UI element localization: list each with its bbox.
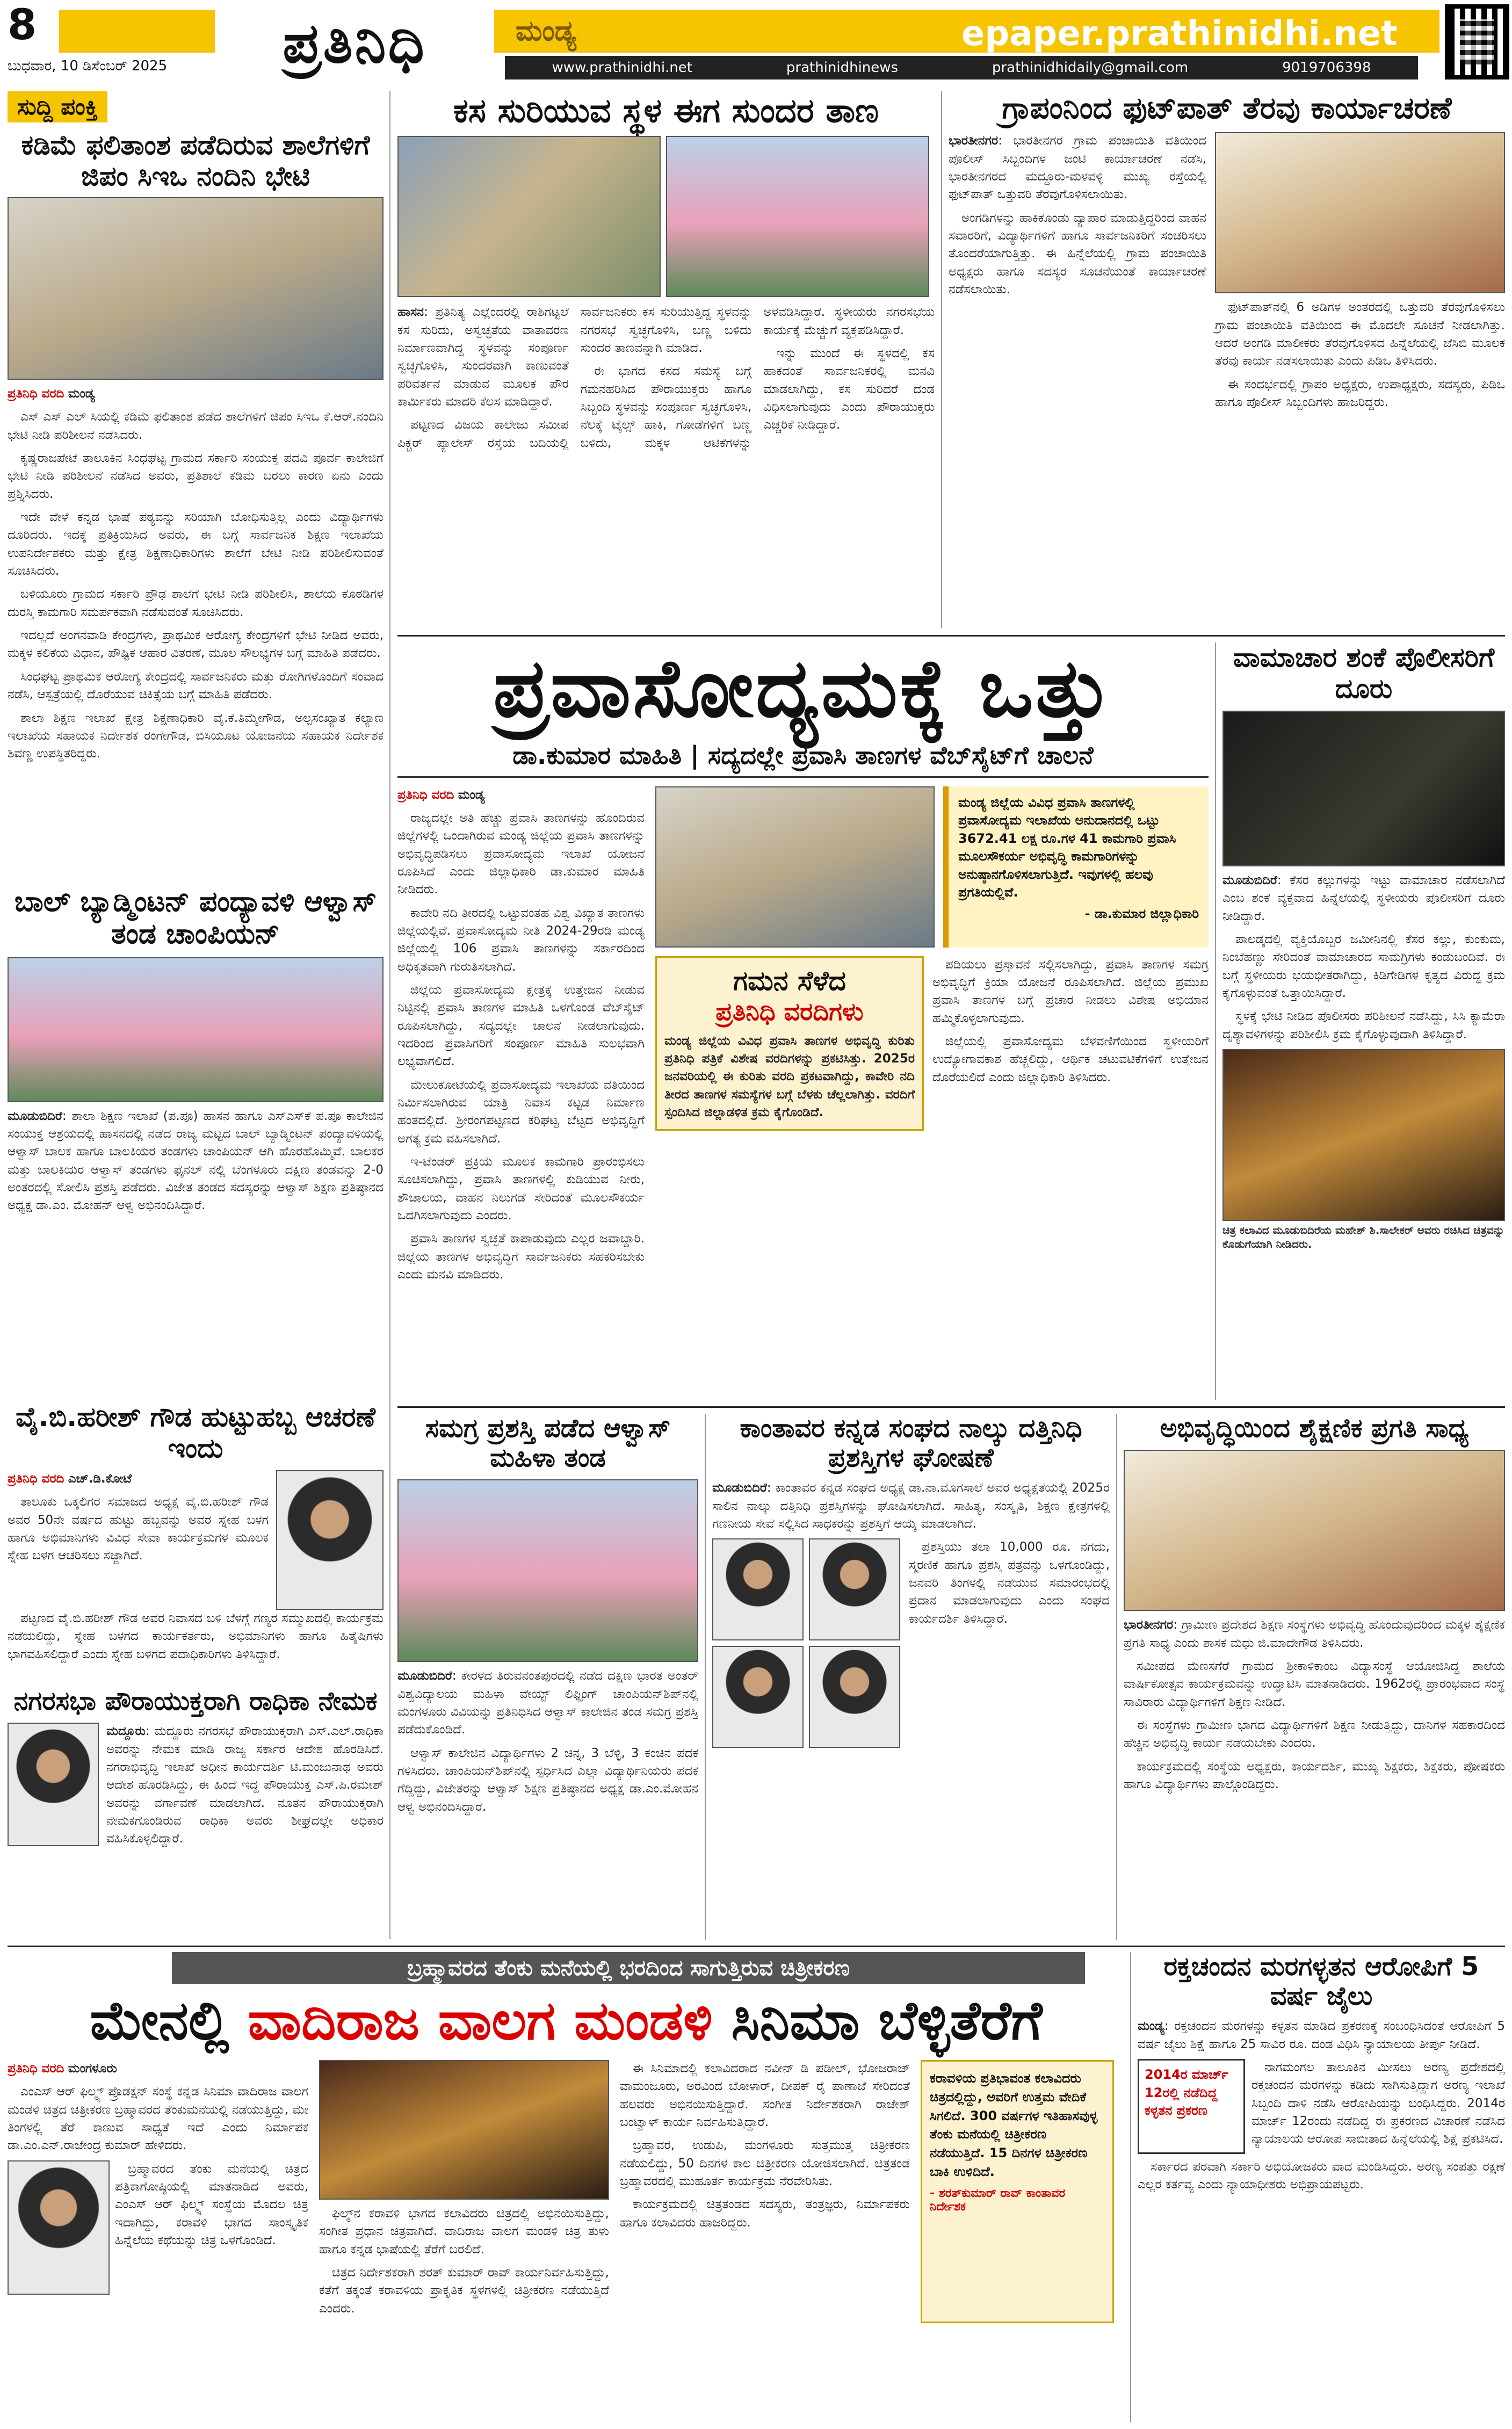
quote-attribution: - ಡಾ.ಕುಮಾರ ಜಿಲ್ಲಾಧಿಕಾರಿ [1084,906,1199,922]
dateline: ಮಂಡ್ಯ [68,387,95,401]
article-headline: ಬಾಲ್ ಬ್ಯಾಡ್ಮಿಂಟನ್ ಪಂದ್ಯಾವಳಿ ಆಳ್ವಾಸ್ ತಂಡ ಚಾಂಪಿಯನ್ [14,886,377,950]
article-sandalwood-theft: ರಕ್ತಚಂದನ ಮರಗಳ್ಳತನ ಆರೋಪಿಗೆ 5 ವರ್ಷ ಜೈಲು ಮಂಡ್ಯ: ರಕ್ತಚಂದನ ಮರಗಳನ್ನು ಕಳ್ಳತನ ಮಾಡಿದ ಪ್ರಕರಣಕ್ಕೆ ಸಂಬಂಧಿಸಿದಂತೆ ಆರೋಪಿಗೆ 5 ವರ್ಷ ಜೈಲು ಶಿಕ್ಷೆ ಹಾಗೂ 25 ಸಾವಿರ ರೂ. ದಂಡ ವಿಧಿಸಿ ನ್ಯಾಯಾಲಯ ತೀರ್ಪು ನೀಡಿದೆ. 2014ರ ಮಾರ್ಚ್ 12ರಲ್ಲಿ ನಡೆದಿದ್ದ ಕಳ್ಳತನ ಪ್ರಕರಣ ನಾಗಮಂಗಲ ತಾಲೂಕಿನ ಮೀಸಲು ಅರಣ್ಯ ಪ್ರದೇಶದಲ್ಲಿ ರಕ್ತಚಂದನ ಮರಗಳನ್ನು ಕಡಿದು ಸಾಗಿಸುತ್ತಿದ್ದಾಗ ಅರಣ್ಯ ಇಲಾಖೆ ಸಿಬ್ಬಂದಿ ದಾಳಿ ನಡೆಸಿ ಆರೋಪಿಯನ್ನು ಬಂಧಿಸಿದ್ದರು. 2014ರ ಮಾರ್ಚ್ 12ರಂದು ನಡೆದಿದ್ದ ಈ ಪ್ರಕರಣದ ವಿಚಾರಣೆ ನಡೆಸಿದ ನ್ಯಾಯಾಲಯ ಆರೋಪ ಸಾಬೀತಾದ ಹಿನ್ನೆಲೆಯಲ್ಲಿ ಶಿಕ್ಷೆ ಪ್ರಕಟಿಸಿದೆ. ಸರ್ಕಾರದ ಪರವಾಗಿ ಸರ್ಕಾರಿ ಅಭಿಯೋಜಕರು ವಾದ ಮಂಡಿಸಿದ್ದರು. ಅರಣ್ಯ ಸಂಪತ್ತು ರಕ್ಷಣೆ ಎಲ್ಲರ ಕರ್ತವ್ಯ ಎಂದು ನ್ಯಾಯಾಧೀಶರು ಅಭಿಪ್ರಾಯಪಟ್ಟರು. [1138,1952,1505,2423]
paragraph: ಬ್ರಹ್ಮಾವರ, ಉಡುಪಿ, ಮಂಗಳೂರು ಸುತ್ತಮುತ್ತ ಚಿತ್ರೀಕರಣ ನಡೆಯಲಿದ್ದು, 50 ದಿನಗಳ ಕಾಲ ಚಿತ್ರೀಕರಣ ಯೋಜಿಸಲಾಗಿದೆ. ಚಿತ್ರತಂಡ ಬ್ರಹ್ಮಾವರದಲ್ಲಿ ಮುಹೂರ್ತ ಕಾರ್ಯಕ್ರಮ ನೆರವೇರಿಸಿತು. [620,2138,910,2189]
article-headline: ಕಸ ಸುರಿಯುವ ಸ್ಥಳ ಈಗ ಸುಂದರ ತಾಣ [453,91,879,130]
event-photo [1124,1450,1505,1611]
byline: ಪ್ರತಿನಿಧಿ ವರದಿ [8,387,64,401]
paragraph: ಕೇರಳದ ತಿರುವನಂತಪುರದಲ್ಲಿ ನಡೆದ ದಕ್ಷಿಣ ಭಾರತ ಅಂತರ್ ವಿಶ್ವವಿದ್ಯಾಲಯ ಮಹಿಳಾ ವೇಯ್ಟ್ ಲಿಫ್ಟಿಂಗ್ ಚಾಂಪಿಯನ್‌ಶಿಪ್‌ನಲ್ಲಿ ಮಂಗಳೂರು ವಿವಿಯನ್ನು ಪ್ರತಿನಿಧಿಸಿದ ಆಳ್ವಾಸ್ ಕಾಲೇಜಿನ ತಂಡ ಸಮಗ್ರ ಪ್ರಶಸ್ತಿ ಪಡೆದುಕೊಂಡಿದೆ. [397,1669,698,1737]
dateline: ಮೂಡುಬಿದಿರೆ [712,1481,767,1495]
paragraph: ರಕ್ತಚಂದನ ಮರಗಳನ್ನು ಕಳ್ಳತನ ಮಾಡಿದ ಪ್ರಕರಣಕ್ಕೆ ಸಂಬಂಧಿಸಿದಂತೆ ಆರೋಪಿಗೆ 5 ವರ್ಷ ಜೈಲು ಶಿಕ್ಷೆ ಹಾಗೂ 25 ಸಾವಿರ ರೂ. ದಂಡ ವಿಧಿಸಿ ನ್ಯಾಯಾಲಯ ತೀರ್ಪು ನೀಡಿದೆ. [1138,2019,1505,2051]
headline-part: ಸಿನಿಮಾ ಬೆಳ್ಳಿತೆರೆಗೆ [731,1989,1043,2052]
notice-subtitle: ಪ್ರತಿನಿಧಿ ವರದಿಗಳು [715,996,864,1026]
before-photo [397,136,661,297]
portrait-photo [276,1470,384,1610]
headline-part: ಮೇನಲ್ಲಿ [90,1989,229,2052]
dateline: ಮಂಡ್ಯ [458,787,485,802]
paragraph: ಕೆಸರ ಕಲ್ಲುಗಳನ್ನು ಇಟ್ಟು ವಾಮಾಚಾರ ನಡೆಸಲಾಗಿದೆ ಎಂಬ ಶಂಕೆ ವ್ಯಕ್ತವಾದ ಹಿನ್ನೆಲೆಯಲ್ಲಿ ಸ್ಥಳೀಯರು ಪೊಲೀಸರಿಗೆ ದೂರು ನೀಡಿದ್ದಾರೆ. [1222,873,1505,923]
date-callout: 2014ರ ಮಾರ್ಚ್ 12ರಲ್ಲಿ ನಡೆದಿದ್ದ ಕಳ್ಳತನ ಪ್ರಕರಣ [1138,2059,1245,2154]
left-column [8,91,384,1939]
paragraph: ಈ ಸಂಸ್ಥೆಗಳು ಗ್ರಾಮೀಣ ಭಾಗದ ವಿದ್ಯಾರ್ಥಿಗಳಿಗೆ ಶಿಕ್ಷಣ ನೀಡುತ್ತಿದ್ದು, ದಾನಿಗಳ ಸಹಕಾರದಿಂದ ಹೆಚ್ಚಿನ ಅಭಿವೃದ್ಧಿ ಕಾರ್ಯ ನಡೆಯಬೇಕು ಎಂದರು. [1124,1718,1505,1751]
article-ball-badminton: ಬಾಲ್ ಬ್ಯಾಡ್ಮಿಂಟನ್ ಪಂದ್ಯಾವಳಿ ಆಳ್ವಾಸ್ ತಂಡ ಚಾಂಪಿಯನ್ ಮೂಡುಬಿದಿರೆ: ಶಾಲಾ ಶಿಕ್ಷಣ ಇಲಾಖೆ (ಪ.ಪೂ) ಹಾಸನ ಹಾಗೂ ಎಸ್‌ಎಸ್‌ಕೆ ಪ.ಪೂ ಕಾಲೇಜಿನ ಸಂಯುಕ್ತ ಆಶ್ರಯದಲ್ಲಿ ಹಾಸನದಲ್ಲಿ ನಡೆದ ರಾಜ್ಯ ಮಟ್ಟದ ಬಾಲ್ ಬ್ಯಾಡ್ಮಿಂಟನ್ ಪಂದ್ಯಾವಳಿಯಲ್ಲಿ ಆಳ್ವಾಸ್ ಬಾಲಕ ಹಾಗೂ ಬಾಲಕಿಯರ ತಂಡಗಳು ಚಾಂಪಿಯನ್ ಆಗಿ ಹೊರಹೊಮ್ಮಿವೆ. ಬಾಲಕರ ಮತ್ತು ಬಾಲಕಿಯರ ಆಳ್ವಾಸ್ ತಂಡಗಳು ಫೈನಲ್ ನಲ್ಲಿ ಬೆಂಗಳೂರು ದಕ್ಷಿಣ ತಂಡವನ್ನು 2-0 ಅಂತರದಲ್ಲಿ ಸೋಲಿಸಿ ಪ್ರಶಸ್ತಿ ಪಡೆದರು. ವಿಜೇತ ತಂಡದ ಸದಸ್ಯರನ್ನು ಆಳ್ವಾಸ್ ಶಿಕ್ಷಣ ಪ್ರತಿಷ್ಠಾನದ ಅಧ್ಯಕ್ಷ ಡಾ.ಎಂ. ಮೋಹನ್ ಆಳ್ವ ಅಭಿನಂದಿಸಿದ್ದಾರೆ. [8,886,384,1213]
column-divider [705,1414,706,1940]
paragraph: ಇದಲ್ಲದೆ ಅಂಗನವಾಡಿ ಕೇಂದ್ರಗಳು, ಪ್ರಾಥಮಿಕ ಆರೋಗ್ಯ ಕೇಂದ್ರಗಳಿಗೆ ಭೇಟಿ ನೀಡಿದ ಅವರು, ಮಕ್ಕಳ ಕಲಿಕೆಯ ವಿಧಾನ, ಪೌಷ್ಟಿಕ ಆಹಾರ ವಿತರಣೆ, ಮೂಲ ಸೌಲಭ್ಯಗಳ ಬಗ್ಗೆ ಮಾಹಿತಿ ಪಡೆದರು. [8,628,384,661]
paragraph: ಗ್ರಾಮೀಣ ಪ್ರದೇಶದ ಶಿಕ್ಷಣ ಸಂಸ್ಥೆಗಳು ಅಭಿವೃದ್ಧಿ ಹೊಂದುವುದರಿಂದ ಮಕ್ಕಳ ಶೈಕ್ಷಣಿಕ ಪ್ರಗತಿ ಸಾಧ್ಯ ಎಂದು ಶಾಸಕ ಮಧು ಜಿ.ಮಾದೇಗೌಡ ತಿಳಿಸಿದರು. [1124,1618,1505,1650]
article-headline: ಗ್ರಾಪಂನಿಂದ ಫುಟ್‌ಪಾತ್ ತೆರವು ಕಾರ್ಯಾಚರಣೆ [1002,91,1452,126]
paragraph: ಮೇಲುಕೋಟೆಯಲ್ಲಿ ಪ್ರವಾಸೋದ್ಯಮ ಇಲಾಖೆಯ ವತಿಯಿಂದ ನಿರ್ಮಿಸಲಾಗಿರುವ ಯಾತ್ರಿ ನಿವಾಸ ಕಟ್ಟಡ ನಿರ್ಮಾಣ ಹಂತದಲ್ಲಿದೆ. ಶ್ರೀರಂಗಪಟ್ಟಣದ ಕರಿಘಟ್ಟ ಬೆಟ್ಟದ ಅಭಿವೃದ್ಧಿಗೆ ಅಗತ್ಯ ಕ್ರಮ ವಹಿಸಲಾಗಿದೆ. [397,1078,645,1146]
dateline: ಮದ್ದೂರು [106,1724,146,1739]
paragraph: ಪಟ್ಟಣದ ವೈ.ಬಿ.ಹರೀಶ್ ಗೌಡ ಅವರ ನಿವಾಸದ ಬಳಿ ಬೆಳಗ್ಗೆ ಗಣ್ಯರ ಸಮ್ಮುಖದಲ್ಲಿ ಕಾರ್ಯಕ್ರಮ ನಡೆಯಲಿದ್ದು, ಸ್ನೇಹ ಬಳಗದ ಕಾರ್ಯಕರ್ತರು, ಅಭಿಮಾನಿಗಳು ಹಾಗೂ ಹಿತೈಷಿಗಳು ಭಾಗವಹಿಸಲಿದ್ದಾರೆ ಎಂದು ಸ್ನೇಹ ಬಳಗದ ಪದಾಧಿಕಾರಿಗಳು ತಿಳಿಸಿದ್ದಾರೆ. [8,1611,384,1661]
paragraph: ಮದ್ದೂರು ನಗರಸಭೆ ಪೌರಾಯುಕ್ತರಾಗಿ ಎಸ್.ಎಲ್.ರಾಧಿಕಾ ಅವರನ್ನು ನೇಮಕ ಮಾಡಿ ರಾಜ್ಯ ಸರ್ಕಾರ ಆದೇಶ ಹೊರಡಿಸಿದೆ. ನಗರಾಭಿವೃದ್ಧಿ ಇಲಾಖೆ ಅಧೀನ ಕಾರ್ಯದರ್ಶಿ ಟಿ.ಮಂಜುನಾಥ ಅವರು ಆದೇಶ ಹೊರಡಿಸಿದ್ದು, ಈ ಹಿಂದೆ ಇದ್ದ ಪೌರಾಯುಕ್ತ ಎಸ್.ಪಿ.ರಮೇಶ್ ಅವರನ್ನು ವರ್ಗಾವಣೆ ಮಾಡಲಾಗಿದೆ. ನೂತನ ಪೌರಾಯುಕ್ತರಾಗಿ ನೇಮಕಗೊಂಡಿರುವ ರಾಧಿಕಾ ಅವರು ಶೀಘ್ರದಲ್ಲೇ ಅಧಿಕಾರ ವಹಿಸಿಕೊಳ್ಳಲಿದ್ದಾರೆ. [106,1724,384,1846]
quote-attribution: - ಶರತ್‌ಕುಮಾರ್ ರಾವ್ ಕಾಂತಾವರ ನಿರ್ದೇಶಕ [930,2186,1066,2214]
paragraph: ಪಾಲಡ್ಕದಲ್ಲಿ ವ್ಯಕ್ತಿಯೊಬ್ಬರ ಜಮೀನಿನಲ್ಲಿ ಕೆಸರ ಕಲ್ಲು, ಕುಂಕುಮ, ನಿಂಬೆಹಣ್ಣು ಸೇರಿದಂತೆ ವಾಮಾಚಾರದ ಸಾಮಗ್ರಿಗಳು ಕಂಡುಬಂದಿವೆ. ಈ ಬಗ್ಗೆ ಸ್ಥಳೀಯರು ಭಯಭೀತರಾಗಿದ್ದು, ಕಿಡಿಗೇಡಿಗಳ ಕೃತ್ಯದ ವಿರುದ್ಧ ಕ್ರಮ ಕೈಗೊಳ್ಳುವಂತೆ ಒತ್ತಾಯಿಸಿದ್ದಾರೆ. [1222,932,1505,1001]
dateline: ಭಾರತೀನಗರ [1124,1618,1174,1632]
article-commissioner: ನಗರಸಭಾ ಪೌರಾಯುಕ್ತರಾಗಿ ರಾಧಿಕಾ ನೇಮಕ ಮದ್ದೂರು: ಮದ್ದೂರು ನಗರಸಭೆ ಪೌರಾಯುಕ್ತರಾಗಿ ಎಸ್.ಎಲ್.ರಾಧಿಕಾ ಅವರನ್ನು ನೇಮಕ ಮಾಡಿ ರಾಜ್ಯ ಸರ್ಕಾರ ಆದೇಶ ಹೊರಡಿಸಿದೆ. ನಗರಾಭಿವೃದ್ಧಿ ಇಲಾಖೆ ಅಧೀನ ಕಾರ್ಯದರ್ಶಿ ಟಿ.ಮಂಜುನಾಥ ಅವರು ಆದೇಶ ಹೊರಡಿಸಿದ್ದು, ಈ ಹಿಂದೆ ಇದ್ದ ಪೌರಾಯುಕ್ತ ಎಸ್.ಪಿ.ರಮೇಶ್ ಅವರನ್ನು ವರ್ಗಾವಣೆ ಮಾಡಲಾಗಿದೆ. ನೂತನ ಪೌರಾಯುಕ್ತರಾಗಿ ನೇಮಕಗೊಂಡಿರುವ ರಾಧಿಕಾ ಅವರು ಶೀಘ್ರದಲ್ಲೇ ಅಧಿಕಾರ ವಹಿಸಿಕೊಳ್ಳಲಿದ್ದಾರೆ. [8,1687,384,1854]
section-rule [397,1406,1505,1408]
column-divider [941,91,942,628]
meeting-photo [655,786,935,948]
awardee-photo [712,1646,804,1748]
dateline: ಮೂಡುಬಿದಿರೆ [1222,873,1277,887]
paragraph: ಕೃಷ್ಣರಾಜಪೇಟೆ ತಾಲೂಕಿನ ಸಿಂಧಘಟ್ಟ ಗ್ರಾಮದ ಸರ್ಕಾರಿ ಸಂಯುಕ್ತ ಪದವಿ ಪೂರ್ವ ಕಾಲೇಜಿಗೆ ಭೇಟಿ ನೀಡಿ ಪರಿಶೀಲನೆ ನಡೆಸಿದ ಅವರು, ಪ್ರತಿಶಾಲೆ ಕಡಿಮೆ ಬರಲು ಕಾರಣ ಏನು ಎಂದು ಪ್ರಶ್ನಿಸಿದರು. [8,451,384,501]
lead-subhead: ಡಾ.ಕುಮಾರ ಮಾಹಿತಿ | ಸದ್ಯದಲ್ಲೇ ಪ್ರವಾಸಿ ತಾಣಗಳ ವೆಬ್‌ಸೈಟ್‌ಗೆ ಚಾಲನೆ [397,741,1209,778]
paragraph: ಎಸ್ ಎಸ್ ಎಲ್ ಸಿಯಲ್ಲಿ ಕಡಿಮೆ ಫಲಿತಾಂಶ ಪಡೆದ ಶಾಲೆಗಳಿಗೆ ಜಿಪಂ ಸಿಇಒ ಕೆ.ಆರ್.ನಂದಿನಿ ಭೇಟಿ ನೀಡಿ ಪರಿಶೀಲನೆ ನಡೆಸಿದರು. [8,410,384,442]
paragraph: ಭಾರತೀನಗರ ಗ್ರಾಮ ಪಂಚಾಯಿತಿ ವತಿಯಿಂದ ಪೊಲೀಸ್ ಸಿಬ್ಬಂದಿಗಳ ಜಂಟಿ ಕಾರ್ಯಾಚರಣೆ ನಡೆಸಿ, ಭಾರತೀನಗರದ ಮದ್ದೂರು-ಮಳವಳ್ಳಿ ಮುಖ್ಯ ರಸ್ತೆಯಲ್ಲಿ ಫುಟ್‌ಪಾತ್ ಒತ್ತುವರಿ ತೆರವುಗೊಳಿಸಲಾಯಿತು. [949,134,1207,202]
cinema-headline [8,1990,1125,2051]
email-link[interactable]: prathinidhidaily@gmail.com [992,60,1189,76]
paragraph: ಪಟ್ಟಣದ ವಿಜಯ ಕಾಲೇಜು ಸಮೀಪ ಪಿಕ್ಚರ್ ಪ್ಯಾಲೇಸ್ ರಸ್ತೆಯ ಬದಿಯಲ್ಲಿ ಸಾರ್ವಜನಿಕರು ಕಸ ಸುರಿಯುತ್ತಿದ್ದ ಸ್ಥಳವನ್ನು ನಗರಸಭೆ ಸ್ವಚ್ಛಗೊಳಿಸಿ, ಬಣ್ಣ ಬಳಿದು ಸುಂದರ ತಾಣವನ್ನಾಗಿ ಮಾಡಿದೆ. [397,305,752,450]
qr-code-icon[interactable] [1445,4,1509,79]
notice-text: ಮಂಡ್ಯ ಜಿಲ್ಲೆಯ ವಿವಿಧ ಪ್ರವಾಸಿ ತಾಣಗಳ ಅಭಿವೃದ್ಧಿ ಕುರಿತು ಪ್ರತಿನಿಧಿ ಪತ್ರಿಕೆ ವಿಶೇಷ ವರದಿಗಳನ್ನು ಪ್ರಕಟಿಸಿತ್ತು. 2025ರ ಜನವರಿಯಲ್ಲಿ ಈ ಕುರಿತು ವರದಿ ಪ್ರಕಟವಾಗಿದ್ದು, ಕಾವೇರಿ ನದಿ ತೀರದ ತಾಣಗಳ ಸಮಸ್ಯೆಗಳ ಬಗ್ಗೆ ಬೆಳಕು ಚೆಲ್ಲಲಾಗಿತ್ತು. ವರದಿಗೆ ಸ್ಪಂದಿಸಿದ ಜಿಲ್ಲಾಡಳಿತ ಕ್ರಮ ಕೈಗೊಂಡಿದೆ. [664,1033,915,1119]
lead-article-tourism [397,642,1209,1400]
paragraph: ಈ ಸಿನಿಮಾದಲ್ಲಿ ಕಲಾವಿದರಾದ ನವೀನ್ ಡಿ ಪಡೀಲ್, ಭೋಜರಾಜ್ ವಾಮಂಜೂರು, ಅರವಿಂದ ಬೋಳಾರ್, ದೀಪಕ್ ರೈ ಪಾಣಾಜೆ ಸೇರಿದಂತೆ ಹಲವರು ಅಭಿನಯಿಸುತ್ತಿದ್ದಾರೆ. ಸಂಗೀತ ನಿರ್ದೇಶಕರಾಗಿ ರಾಜೇಶ್ ಬಂಟ್ವಾಳ್ ಕಾರ್ಯ ನಿರ್ವಹಿಸುತ್ತಿದ್ದಾರೆ. [620,2062,910,2130]
paragraph: ಶಾಲಾ ಶಿಕ್ಷಣ ಇಲಾಖೆ (ಪ.ಪೂ) ಹಾಸನ ಹಾಗೂ ಎಸ್‌ಎಸ್‌ಕೆ ಪ.ಪೂ ಕಾಲೇಜಿನ ಸಂಯುಕ್ತ ಆಶ್ರಯದಲ್ಲಿ ಹಾಸನದಲ್ಲಿ ನಡೆದ ರಾಜ್ಯ ಮಟ್ಟದ ಬಾಲ್ ಬ್ಯಾಡ್ಮಿಂಟನ್ ಪಂದ್ಯಾವಳಿಯಲ್ಲಿ ಆಳ್ವಾಸ್ ಬಾಲಕ ಹಾಗೂ ಬಾಲಕಿಯರ ತಂಡಗಳು ಚಾಂಪಿಯನ್ ಆಗಿ ಹೊರಹೊಮ್ಮಿವೆ. ಬಾಲಕರ ಮತ್ತು ಬಾಲಕಿಯರ ಆಳ್ವಾಸ್ ತಂಡಗಳು ಫೈನಲ್ ನಲ್ಲಿ ಬೆಂಗಳೂರು ದಕ್ಷಿಣ ತಂಡವನ್ನು 2-0 ಅಂತರದಲ್ಲಿ ಸೋಲಿಸಿ ಪ್ರಶಸ್ತಿ ಪಡೆದರು. ವಿಜೇತ ತಂಡದ ಸದಸ್ಯರನ್ನು ಆಳ್ವಾಸ್ ಶಿಕ್ಷಣ ಪ್ರತಿಷ್ಠಾನದ ಅಧ್ಯಕ್ಷ ಡಾ.ಎಂ. ಮೋಹನ್ ಆಳ್ವ ಅಭಿನಂದಿಸಿದ್ದಾರೆ. [8,1109,384,1213]
epaper-link[interactable]: epaper.prathinidhi.net [961,14,1398,54]
paragraph: ಸಿಂಧಘಟ್ಟ ಪ್ರಾಥಮಿಕ ಆರೋಗ್ಯ ಕೇಂದ್ರದಲ್ಲಿ ಸಾರ್ವಜನಿಕರು ಮತ್ತು ರೋಗಿಗಳೊಂದಿಗೆ ಸಂವಾದ ನಡೆಸಿ, ಆಸ್ಪತ್ರೆಯಲ್ಲಿ ದೊರೆಯುವ ಚಿಕಿತ್ಸೆಯ ಬಗ್ಗೆ ಮಾಹಿತಿ ಪಡೆದರು. [8,669,384,702]
section-rule [8,1946,1505,1947]
byline: ಪ್ರತಿನಿಧಿ ವರದಿ [8,1472,64,1486]
paragraph: ಇನ್ನು ಮುಂದೆ ಈ ಸ್ಥಳದಲ್ಲಿ ಕಸ ಹಾಕದಂತೆ ಸಾರ್ವಜನಿಕರಲ್ಲಿ ಮನವಿ ಮಾಡಲಾಗಿದ್ದು, ಕಸ ಸುರಿದರೆ ದಂಡ ವಿಧಿಸಲಾಗುವುದು ಎಂದು ಪೌರಾಯುಕ್ತರು ಎಚ್ಚರಿಕೆ ನೀಡಿದ್ದಾರೆ. [763,346,935,432]
dateline: ಹಾಸನ [397,305,424,320]
paragraph: ಈ ಭಾಗದ ಕಸದ ಸಮಸ್ಯೆ ಬಗ್ಗೆ ಗಮನಹರಿಸಿದ ಪೌರಾಯುಕ್ತರು ಹಾಗೂ ಸಿಬ್ಬಂದಿ ಸ್ಥಳವನ್ನು ಸಂಪೂರ್ಣ ಸ್ವಚ್ಛಗೊಳಿಸಿ, ನೆಲಕ್ಕೆ ಟೈಲ್ಸ್ ಹಾಕಿ, ಗೋಡೆಗಳಿಗೆ ಬಣ್ಣ ಬಳಿದು, ಮಕ್ಕಳ ಆಟಿಕೆಗಳನ್ನು ಅಳವಡಿಸಿದ್ದಾರೆ. ಸ್ಥಳೀಯರು ನಗರಸಭೆಯ ಕಾರ್ಯಕ್ಕೆ ಮೆಚ್ಚುಗೆ ವ್ಯಕ್ತಪಡಿಸಿದ್ದಾರೆ. [580,305,935,450]
notice-title: ಗಮನ ಸೆಳೆದ [733,965,846,996]
article-headline: ಅಭಿವೃದ್ಧಿಯಿಂದ ಶೈಕ್ಷಣಿಕ ಪ್ರಗತಿ ಸಾಧ್ಯ [1160,1414,1469,1443]
paragraph: ಪಡಿಯಲು ಪ್ರಸ್ತಾವನೆ ಸಲ್ಲಿಸಲಾಗಿದ್ದು, ಪ್ರವಾಸಿ ತಾಣಗಳ ಸಮಗ್ರ ಅಭಿವೃದ್ಧಿಗೆ ಕ್ರಿಯಾ ಯೋಜನೆ ರೂಪಿಸಲಾಗಿದೆ. ಜಿಲ್ಲೆಯ ಪ್ರಮುಖ ಪ್ರವಾಸಿ ತಾಣಗಳ ಬಗ್ಗೆ ಪ್ರಚಾರ ನೀಡಲು ವಿಶೇಷ ಅಭಿಯಾನ ಹಮ್ಮಿಕೊಳ್ಳಲಾಗುವುದು. [932,957,1209,1025]
article-kantavara-awards: ಕಾಂತಾವರ ಕನ್ನಡ ಸಂಘದ ನಾಲ್ಕು ದತ್ತಿನಿಧಿ ಪ್ರಶಸ್ತಿಗಳ ಘೋಷಣೆ ಮೂಡುಬಿದಿರೆ: ಕಾಂತಾವರ ಕನ್ನಡ ಸಂಘದ ಅಧ್ಯಕ್ಷ ಡಾ.ನಾ.ಮೊಗಸಾಲೆ ಅವರ ಅಧ್ಯಕ್ಷತೆಯಲ್ಲಿ 2025ರ ಸಾಲಿನ ನಾಲ್ಕು ದತ್ತಿನಿಧಿ ಪ್ರಶಸ್ತಿಗಳನ್ನು ಘೋಷಿಸಲಾಗಿದೆ. ಸಾಹಿತ್ಯ, ಸಂಸ್ಕೃತಿ, ಶಿಕ್ಷಣ ಕ್ಷೇತ್ರಗಳಲ್ಲಿ ಗಣನೀಯ ಸೇವೆ ಸಲ್ಲಿಸಿದ ಸಾಧಕರನ್ನು ಪ್ರಶಸ್ತಿಗೆ ಆಯ್ಕೆ ಮಾಡಲಾಗಿದೆ. ಪ್ರಶಸ್ತಿಯು ತಲಾ 10,000 ರೂ. ನಗದು, ಸ್ಮರಣಿಕೆ ಹಾಗೂ ಪ್ರಶಸ್ತಿ ಪತ್ರವನ್ನು ಒಳಗೊಂಡಿದ್ದು, ಜನವರಿ ತಿಂಗಳಲ್ಲಿ ನಡೆಯುವ ಸಮಾರಂಭದಲ್ಲಿ ಪ್ರದಾನ ಮಾಡಲಾಗುವುದು ಎಂದು ಸಂಘದ ಕಾರ್ಯದರ್ಶಿ ತಿಳಿಸಿದ್ದಾರೆ. [712,1414,1110,1940]
section-rule [397,635,1505,637]
quote-text: ಮಂಡ್ಯ ಜಿಲ್ಲೆಯ ವಿವಿಧ ಪ್ರವಾಸಿ ತಾಣಗಳಲ್ಲಿ ಪ್ರವಾಸೋದ್ಯಮ ಇಲಾಖೆಯ ಅನುದಾನದಲ್ಲಿ ಒಟ್ಟು 3672.41 ಲಕ್ಷ ರೂ.ಗಳ 41 ಕಾಮಗಾರಿ ಪ್ರವಾಸಿ ಮೂಲಸೌಕರ್ಯ ಅಭಿವೃದ್ಧಿ ಕಾಮಗಾರಿಗಳನ್ನು ಅನುಷ್ಠಾನಗೊಳಿಸಲಾಗುತ್ತಿದೆ. ಇವುಗಳಲ್ಲಿ ಹಲವು ಪ್ರಗತಿಯಲ್ಲಿವೆ. [958,794,1176,900]
awardee-photo [712,1538,804,1640]
contact-bar [505,56,1418,79]
notice-box [655,956,924,1131]
paragraph: ಬ್ರಹ್ಮಾವರದ ತೆಂಕು ಮನೆಯಲ್ಲಿ ಚಿತ್ರದ ಪತ್ರಿಕಾಗೋಷ್ಠಿಯಲ್ಲಿ ಮಾತನಾಡಿದ ಅವರು, ಎಂಎಸ್ ಆರ್ ಫಿಲ್ಮ್ಸ್ ಸಂಸ್ಥೆಯ ಮೊದಲ ಚಿತ್ರ ಇದಾಗಿದ್ದು, ಕರಾವಳಿ ಭಾಗದ ಸಾಂಸ್ಕೃತಿಕ ಹಿನ್ನೆಲೆಯ ಕಥೆಯನ್ನು ಚಿತ್ರ ಒಳಗೊಂಡಿದೆ. [115,2161,308,2248]
awardee-photo [809,1538,900,1640]
byline: ಪ್ರತಿನಿಧಿ ವರದಿ [8,2062,64,2076]
paragraph: ಕಾರ್ಯಕ್ರಮದಲ್ಲಿ ಸಂಸ್ಥೆಯ ಅಧ್ಯಕ್ಷರು, ಕಾರ್ಯದರ್ಶಿ, ಮುಖ್ಯ ಶಿಕ್ಷಕರು, ಶಿಕ್ಷಕರು, ಪೋಷಕರು ಹಾಗೂ ವಿದ್ಯಾರ್ಥಿಗಳು ಪಾಲ್ಗೊಂಡಿದ್ದರು. [1124,1759,1505,1791]
article-headline: ವೈ.ಬಿ.ಹರೀಶ್ ಗೌಡ ಹುಟ್ಟುಹಬ್ಬ ಆಚರಣೆ ಇಂದು [16,1401,375,1464]
paragraph: ಸ್ಥಳಕ್ಕೆ ಭೇಟಿ ನೀಡಿದ ಪೊಲೀಸರು ಪರಿಶೀಲನೆ ನಡೆಸಿದ್ದು, ಸಿಸಿ ಕ್ಯಾಮೆರಾ ದೃಶ್ಯಾವಳಿಗಳನ್ನು ಪರಿಶೀಲಿಸಿ ಕ್ರಮ ಕೈಗೊಳ್ಳುವುದಾಗಿ ತಿಳಿಸಿದ್ದಾರೆ. [1222,1009,1505,1042]
issue-date: ಬುಧವಾರ, 10 ಡಿಸೆಂಬರ್ 2025 [8,58,168,74]
website-link[interactable]: www.prathinidhi.net [552,60,692,76]
producer-photo [8,2160,110,2295]
article-headline: ಸಮಗ್ರ ಪ್ರಶಸ್ತಿ ಪಡೆದ ಆಳ್ವಾಸ್ ಮಹಿಳಾ ತಂಡ [425,1414,671,1473]
dateline: ಎಚ್.ಡಿ.ಕೋಟೆ [68,1472,132,1486]
lead-headline: ಪ್ರವಾಸೋದ್ಯಮಕ್ಕೆ ಒತ್ತು [493,642,1113,735]
byline: ಪ್ರತಿನಿಧಿ ವರದಿ [397,787,454,802]
classroom-photo [8,197,384,380]
article-black-magic: ವಾಮಾಚಾರ ಶಂಕೆ ಪೊಲೀಸರಿಗೆ ದೂರು ಮೂಡುಬಿದಿರೆ: ಕೆಸರ ಕಲ್ಲುಗಳನ್ನು ಇಟ್ಟು ವಾಮಾಚಾರ ನಡೆಸಲಾಗಿದೆ ಎಂಬ ಶಂಕೆ ವ್ಯಕ್ತವಾದ ಹಿನ್ನೆಲೆಯಲ್ಲಿ ಸ್ಥಳೀಯರು ಪೊಲೀಸರಿಗೆ ದೂರು ನೀಡಿದ್ದಾರೆ. ಪಾಲಡ್ಕದಲ್ಲಿ ವ್ಯಕ್ತಿಯೊಬ್ಬರ ಜಮೀನಿನಲ್ಲಿ ಕೆಸರ ಕಲ್ಲು, ಕುಂಕುಮ, ನಿಂಬೆಹಣ್ಣು ಸೇರಿದಂತೆ ವಾಮಾಚಾರದ ಸಾಮಗ್ರಿಗಳು ಕಂಡುಬಂದಿವೆ. ಈ ಬಗ್ಗೆ ಸ್ಥಳೀಯರು ಭಯಭೀತರಾಗಿದ್ದು, ಕಿಡಿಗೇಡಿಗಳ ಕೃತ್ಯದ ವಿರುದ್ಧ ಕ್ರಮ ಕೈಗೊಳ್ಳುವಂತೆ ಒತ್ತಾಯಿಸಿದ್ದಾರೆ. ಸ್ಥಳಕ್ಕೆ ಭೇಟಿ ನೀಡಿದ ಪೊಲೀಸರು ಪರಿಶೀಲನೆ ನಡೆಸಿದ್ದು, ಸಿಸಿ ಕ್ಯಾಮೆರಾ ದೃಶ್ಯಾವಳಿಗಳನ್ನು ಪರಿಶೀಲಿಸಿ ಕ್ರಮ ಕೈಗೊಳ್ಳುವುದಾಗಿ ತಿಳಿಸಿದ್ದಾರೆ. ಚಿತ್ರ ಕಲಾವಿದ ಮೂಡುಬಿದಿರೆಯ ಮಹೇಶ್ ಶಿ.ಸಾಲೇಕರ್ ಅವರು ರಚಿಸಿದ ಚಿತ್ರವನ್ನು ಕೊಡುಗೆಯಾಗಿ ನೀಡಿದರು. [1222,642,1505,1251]
dateline: ಮೂಡುಬಿದಿರೆ [8,1109,62,1123]
phone-number: 9019706398 [1282,60,1371,76]
portrait-photo [8,1723,99,1846]
story-banner: ಬ್ರಹ್ಮಾವರದ ತೆಂಕು ಮನೆಯಲ್ಲಿ ಭರದಿಂದ ಸಾಗುತ್ತಿರುವ ಚಿತ್ರೀಕರಣ [172,1952,1085,1984]
pull-quote [943,786,1209,948]
paragraph: ಫಿಲ್ಮ್‌ನ ಕರಾವಳಿ ಭಾಗದ ಕಲಾವಿದರು ಚಿತ್ರದಲ್ಲಿ ಅಭಿನಯಿಸುತ್ತಿದ್ದು, ಸಂಗೀತ ಪ್ರಧಾನ ಚಿತ್ರವಾಗಿದೆ. ವಾದಿರಾಜ ವಾಲಗ ಮಂಡಳಿ ಚಿತ್ರ ತುಳು ಹಾಗೂ ಕನ್ನಡ ಭಾಷೆಯಲ್ಲಿ ತೆರೆಗೆ ಬರಲಿದೆ. [319,2207,609,2257]
shooting-photo [319,2060,609,2200]
dateline: ಮೂಡುಬಿದಿರೆ [397,1669,452,1683]
paragraph: ಕಾರ್ಯಕ್ರಮದಲ್ಲಿ ಚಿತ್ರತಂಡದ ಸದಸ್ಯರು, ತಂತ್ರಜ್ಞರು, ನಿರ್ಮಾಪಕರು ಹಾಗೂ ಕಲಾವಿದರು ಹಾಜರಿದ್ದರು. [620,2197,910,2230]
column-divider [1116,1414,1117,1940]
column-divider [389,91,390,1939]
paragraph: ಈ ಸಂದರ್ಭದಲ್ಲಿ ಗ್ರಾಪಂ ಅಧ್ಯಕ್ಷರು, ಉಪಾಧ್ಯಕ್ಷರು, ಸದಸ್ಯರು, ಪಿಡಿಒ ಹಾಗೂ ಪೊಲೀಸ್ ಸಿಬ್ಬಂದಿಗಳು ಹಾಜರಿದ್ದರು. [1215,377,1505,410]
paragraph: ಇ-ಟೆಂಡರ್ ಪ್ರಕ್ರಿಯೆ ಮೂಲಕ ಕಾಮಗಾರಿ ಪ್ರಾರಂಭಿಸಲು ಸೂಚಿಸಲಾಗಿದ್ದು, ಪ್ರವಾಸಿ ತಾಣಗಳಲ್ಲಿ ಕುಡಿಯುವ ನೀರು, ಶೌಚಾಲಯ, ವಾಹನ ನಿಲುಗಡೆ ಸೇರಿದಂತೆ ಮೂಲಸೌಕರ್ಯ ಒದಗಿಸಲಾಗುವುದು ಎಂದರು. [397,1155,645,1223]
paragraph: ಸರ್ಕಾರದ ಪರವಾಗಿ ಸರ್ಕಾರಿ ಅಭಿಯೋಜಕರು ವಾದ ಮಂಡಿಸಿದ್ದರು. ಅರಣ್ಯ ಸಂಪತ್ತು ರಕ್ಷಣೆ ಎಲ್ಲರ ಕರ್ತವ್ಯ ಎಂದು ನ್ಯಾಯಾಧೀಶರು ಅಭಿಪ್ರಾಯಪಟ್ಟರು. [1138,2159,1505,2192]
article-headline: ಕಡಿಮೆ ಫಲಿತಾಂಶ ಪಡೆದಿರುವ ಶಾಲೆಗಳಿಗೆ ಜಿಪಂ ಸಿಇಒ ನಂದಿನಿ ಭೇಟಿ [21,129,370,192]
article-weightlifting: ಸಮಗ್ರ ಪ್ರಶಸ್ತಿ ಪಡೆದ ಆಳ್ವಾಸ್ ಮಹಿಳಾ ತಂಡ ಮೂಡುಬಿದಿರೆ: ಕೇರಳದ ತಿರುವನಂತಪುರದಲ್ಲಿ ನಡೆದ ದಕ್ಷಿಣ ಭಾರತ ಅಂತರ್ ವಿಶ್ವವಿದ್ಯಾಲಯ ಮಹಿಳಾ ವೇಯ್ಟ್ ಲಿಫ್ಟಿಂಗ್ ಚಾಂಪಿಯನ್‌ಶಿಪ್‌ನಲ್ಲಿ ಮಂಗಳೂರು ವಿವಿಯನ್ನು ಪ್ರತಿನಿಧಿಸಿದ ಆಳ್ವಾಸ್ ಕಾಲೇಜಿನ ತಂಡ ಸಮಗ್ರ ಪ್ರಶಸ್ತಿ ಪಡೆದುಕೊಂಡಿದೆ. ಆಳ್ವಾಸ್ ಕಾಲೇಜಿನ ವಿದ್ಯಾರ್ಥಿಗಳು 2 ಚಿನ್ನ, 3 ಬೆಳ್ಳಿ, 3 ಕಂಚಿನ ಪದಕ ಗಳಿಸಿದರು. ಚಾಂಪಿಯನ್‌ಶಿಪ್‌ನಲ್ಲಿ ಸ್ಪರ್ಧಿಸಿದ ಎಲ್ಲಾ ವಿದ್ಯಾರ್ಥಿನಿಯರು ಪದಕ ಗೆದ್ದಿದ್ದು, ವಿಜೇತರನ್ನು ಆಳ್ವಾಸ್ ಶಿಕ್ಷಣ ಪ್ರತಿಷ್ಠಾನದ ಅಧ್ಯಕ್ಷ ಡಾ.ಎಂ.ಮೋಹನ ಆಳ್ವ ಅಭಿನಂದಿಸಿದ್ದಾರೆ. [397,1414,698,1940]
group-photo [1215,132,1505,293]
article-headline: ರಕ್ತಚಂದನ ಮರಗಳ್ಳತನ ಆರೋಪಿಗೆ 5 ವರ್ಷ ಜೈಲು [1163,1952,1479,2012]
article-garbage-spot: ಕಸ ಸುರಿಯುವ ಸ್ಥಳ ಈಗ ಸುಂದರ ತಾಣ ಹಾಸನ: ಪ್ರತಿನಿತ್ಯ ಎಲ್ಲೆಂದರಲ್ಲಿ ರಾಶಿಗಟ್ಟಲೆ ಕಸ ಸುರಿದು, ಅಸ್ವಚ್ಛತೆಯ ವಾತಾವರಣ ನಿರ್ಮಾಣವಾಗಿದ್ದ ಸ್ಥಳವನ್ನು ಸಂಪೂರ್ಣ ಸ್ವಚ್ಛಗೊಳಿಸಿ, ಸುಂದರವಾಗಿ ಕಾಣುವಂತೆ ಪರಿವರ್ತನೆ ಮಾಡುವ ಮೂಲಕ ಪೌರ ಕಾರ್ಮಿಕರು ಮಾದರಿ ಕೆಲಸ ಮಾಡಿದ್ದಾರೆ. ಪಟ್ಟಣದ ವಿಜಯ ಕಾಲೇಜು ಸಮೀಪ ಪಿಕ್ಚರ್ ಪ್ಯಾಲೇಸ್ ರಸ್ತೆಯ ಬದಿಯಲ್ಲಿ ಸಾರ್ವಜನಿಕರು ಕಸ ಸುರಿಯುತ್ತಿದ್ದ ಸ್ಥಳವನ್ನು ನಗರಸಭೆ ಸ್ವಚ್ಛಗೊಳಿಸಿ, ಬಣ್ಣ ಬಳಿದು ಸುಂದರ ತಾಣವನ್ನಾಗಿ ಮಾಡಿದೆ. ಈ ಭಾಗದ ಕಸದ ಸಮಸ್ಯೆ ಬಗ್ಗೆ ಗಮನಹರಿಸಿದ ಪೌರಾಯುಕ್ತರು ಹಾಗೂ ಸಿಬ್ಬಂದಿ ಸ್ಥಳವನ್ನು ಸಂಪೂರ್ಣ ಸ್ವಚ್ಛಗೊಳಿಸಿ, ನೆಲಕ್ಕೆ ಟೈಲ್ಸ್ ಹಾಕಿ, ಗೋಡೆಗಳಿಗೆ ಬಣ್ಣ ಬಳಿದು, ಮಕ್ಕಳ ಆಟಿಕೆಗಳನ್ನು ಅಳವಡಿಸಿದ್ದಾರೆ. ಸ್ಥಳೀಯರು ನಗರಸಭೆಯ ಕಾರ್ಯಕ್ಕೆ ಮೆಚ್ಚುಗೆ ವ್ಯಕ್ತಪಡಿಸಿದ್ದಾರೆ. ಇನ್ನು ಮುಂದೆ ಈ ಸ್ಥಳದಲ್ಲಿ ಕಸ ಹಾಕದಂತೆ ಸಾರ್ವಜನಿಕರಲ್ಲಿ ಮನವಿ ಮಾಡಲಾಗಿದ್ದು, ಕಸ ಸುರಿದರೆ ದಂಡ ವಿಧಿಸಲಾಗುವುದು ಎಂದು ಪೌರಾಯುಕ್ತರು ಎಚ್ಚರಿಕೆ ನೀಡಿದ್ದಾರೆ. [397,91,935,628]
dateline: ಮಂಡ್ಯ [1138,2019,1164,2034]
social-handle[interactable]: prathinidhinews [786,60,899,76]
paragraph: ಜಿಲ್ಲೆಯ ಪ್ರವಾಸೋದ್ಯಮ ಕ್ಷೇತ್ರಕ್ಕೆ ಉತ್ತೇಜನ ನೀಡುವ ನಿಟ್ಟಿನಲ್ಲಿ ಪ್ರವಾಸಿ ತಾಣಗಳ ಮಾಹಿತಿ ಒಳಗೊಂಡ ವೆಬ್‌ಸೈಟ್ ರೂಪಿಸಲಾಗಿದ್ದು, ಸದ್ಯದಲ್ಲೇ ಚಾಲನೆ ನೀಡಲಾಗುವುದು. ಇದರಿಂದ ಪ್ರವಾಸಿಗರಿಗೆ ಸಂಪೂರ್ಣ ಮಾಹಿತಿ ಸುಲಭವಾಗಿ ಲಭ್ಯವಾಗಲಿದೆ. [397,982,645,1069]
edition-name: ಮಂಡ್ಯ [516,15,576,47]
paragraph: ಇದೇ ವೇಳೆ ಕನ್ನಡ ಭಾಷೆ ಪಠ್ಯವನ್ನು ಸರಿಯಾಗಿ ಬೋಧಿಸುತ್ತಿಲ್ಲ ಎಂದು ವಿದ್ಯಾರ್ಥಿಗಳು ದೂರಿದರು. ಇದಕ್ಕೆ ಪ್ರತಿಕ್ರಿಯಿಸಿದ ಅವರು, ಈ ಬಗ್ಗೆ ಸಾರ್ವಜನಿಕ ಶಿಕ್ಷಣ ಇಲಾಖೆಯ ಉಪನಿರ್ದೇಶಕರು ಮತ್ತು ಕ್ಷೇತ್ರ ಶಿಕ್ಷಣಾಧಿಕಾರಿಗಳು ಶಾಲೆಗೆ ಬೇಟಿ ನೀಡಿ ಪರಿಶೀಲಿಸುವಂತೆ ಸೂಚಿಸಿದರು. [8,510,384,579]
awardee-photo [809,1646,900,1748]
article-cinema [8,1987,1125,2423]
paragraph: ಚಿತ್ರದ ನಿರ್ದೇಶಕರಾಗಿ ಶರತ್ ಕುಮಾರ್ ರಾವ್ ಕಾರ್ಯನಿರ್ವಹಿಸುತ್ತಿದ್ದು, ಕತೆಗೆ ತಕ್ಕಂತೆ ಕರಾವಳಿಯ ಪ್ರಾಕೃತಿಕ ಸ್ಥಳಗಳಲ್ಲಿ ಚಿತ್ರೀಕರಣ ನಡೆಯುತ್ತಿದೆ ಎಂದರು. [319,2266,609,2316]
paragraph: ಕಾಂತಾವರ ಕನ್ನಡ ಸಂಘದ ಅಧ್ಯಕ್ಷ ಡಾ.ನಾ.ಮೊಗಸಾಲೆ ಅವರ ಅಧ್ಯಕ್ಷತೆಯಲ್ಲಿ 2025ರ ಸಾಲಿನ ನಾಲ್ಕು ದತ್ತಿನಿಧಿ ಪ್ರಶಸ್ತಿಗಳನ್ನು ಘೋಷಿಸಲಾಗಿದೆ. ಸಾಹಿತ್ಯ, ಸಂಸ್ಕೃತಿ, ಶಿಕ್ಷಣ ಕ್ಷೇತ್ರಗಳಲ್ಲಿ ಗಣನೀಯ ಸೇವೆ ಸಲ್ಲಿಸಿದ ಸಾಧಕರನ್ನು ಪ್ರಶಸ್ತಿಗೆ ಆಯ್ಕೆ ಮಾಡಲಾಗಿದೆ. [712,1481,1110,1531]
column-divider [1130,1952,1131,2423]
paragraph: ಶಾಲಾ ಶಿಕ್ಷಣ ಇಲಾಖೆ ಕ್ಷೇತ್ರ ಶಿಕ್ಷಣಾಧಿಕಾರಿ ವೈ.ಕೆ.ತಿಮ್ಮೇಗೌಡ, ಅಲ್ಪಸಂಖ್ಯಾತ ಕಲ್ಯಾಣ ಇಲಾಖೆಯ ಸಹಾಯಕ ನಿರ್ದೇಶಕ ರಂಗೇಗೌಡ, ಬಿಸಿಯೂಟ ಯೋಜನೆಯ ಸಹಾಯಕ ನಿರ್ದೇಶಕ ಶಿವಣ್ಣ ಉಪಸ್ಥಿತರಿದ್ದರು. [8,711,384,761]
paragraph: ರಾಜ್ಯದಲ್ಲೇ ಅತಿ ಹೆಚ್ಚು ಪ್ರವಾಸಿ ತಾಣಗಳನ್ನು ಹೊಂದಿರುವ ಜಿಲ್ಲೆಗಳಲ್ಲಿ ಒಂದಾಗಿರುವ ಮಂಡ್ಯ ಜಿಲ್ಲೆಯ ಪ್ರವಾಸಿ ತಾಣಗಳನ್ನು ಅಭಿವೃದ್ಧಿಪಡಿಸಲು ಪ್ರವಾಸೋದ್ಯಮ ಇಲಾಖೆ ಯೋಜನೆ ರೂಪಿಸಿದೆ ಎಂದು ಜಿಲ್ಲಾಧಿಕಾರಿ ಡಾ.ಕುಮಾರ ಮಾಹಿತಿ ನೀಡಿದರು. [397,811,645,897]
article-headline: ನಗರಸಭಾ ಪೌರಾಯುಕ್ತರಾಗಿ ರಾಧಿಕಾ ನೇಮಕ [13,1686,378,1716]
masthead [0,0,1512,86]
paragraph: ಎಂಎಸ್ ಆರ್ ಫಿಲ್ಮ್ಸ್ ಪ್ರೊಡಕ್ಷನ್ ಸಂಸ್ಥೆ ಕನ್ನಡ ಸಿನಿಮಾ ವಾದಿರಾಜ ವಾಲಗ ಮಂಡಳಿ ಚಿತ್ರದ ಚಿತ್ರೀಕರಣ ಬ್ರಹ್ಮಾವರದ ತೆಂಕುಮನೆಯಲ್ಲಿ ನಡೆಯುತ್ತಿದ್ದು, ಮೇ ತಿಂಗಳಲ್ಲಿ ತೆರೆ ಕಾಣುವ ಸಾಧ್ಯತೆ ಇದೆ ಎಂದು ನಿರ್ಮಾಪಕ ಡಾ.ಎಂ.ಎನ್.ರಾಜೇಂದ್ರ ಕುಮಾರ್ ಹೇಳಿದರು. [8,2085,308,2153]
quote-text: ಕರಾವಳಿಯ ಪ್ರತಿಭಾವಂತ ಕಲಾವಿದರು ಚಿತ್ರದಲ್ಲಿದ್ದು, ಅವರಿಗೆ ಉತ್ತಮ ವೇದಿಕೆ ಸಿಗಲಿದೆ. 300 ವರ್ಷಗಳ ಇತಿಹಾಸವುಳ್ಳ ತೆಂಕು ಮನೆಯಲ್ಲಿ ಚಿತ್ರೀಕರಣ ನಡೆಯುತ್ತಿದೆ. 15 ದಿನಗಳ ಚಿತ್ರೀಕರಣ ಬಾಕಿ ಉಳಿದಿದೆ. [930,2071,1098,2179]
newspaper-logo: ಪ್ರತಿನಿಧಿ [215,0,494,86]
paragraph: ಪ್ರವಾಸಿ ತಾಣಗಳ ಸ್ವಚ್ಛತೆ ಕಾಪಾಡುವುದು ಎಲ್ಲರ ಜವಾಬ್ದಾರಿ. ಜಿಲ್ಲೆಯ ತಾಣಗಳ ಅಭಿವೃದ್ಧಿಗೆ ಸಾರ್ವಜನಿಕರು ಸಹಕರಿಸಬೇಕು ಎಂದು ಮನವಿ ಮಾಡಿದರು. [397,1232,645,1282]
article-education-progress: ಅಭಿವೃದ್ಧಿಯಿಂದ ಶೈಕ್ಷಣಿಕ ಪ್ರಗತಿ ಸಾಧ್ಯ ಭಾರತೀನಗರ: ಗ್ರಾಮೀಣ ಪ್ರದೇಶದ ಶಿಕ್ಷಣ ಸಂಸ್ಥೆಗಳು ಅಭಿವೃದ್ಧಿ ಹೊಂದುವುದರಿಂದ ಮಕ್ಕಳ ಶೈಕ್ಷಣಿಕ ಪ್ರಗತಿ ಸಾಧ್ಯ ಎಂದು ಶಾಸಕ ಮಧು ಜಿ.ಮಾದೇಗೌಡ ತಿಳಿಸಿದರು. ಸಮೀಪದ ಮೆಣಸಗೆರೆ ಗ್ರಾಮದ ಶ್ರೀಕಾಳಿಕಾಂಬ ವಿದ್ಯಾಸಂಸ್ಥೆ ಆಯೋಜಿಸಿದ್ದ ಶಾಲೆಯ ವಾರ್ಷಿಕೋತ್ಸವ ಕಾರ್ಯಕ್ರಮವನ್ನು ಉದ್ಘಾಟಿಸಿ ಮಾತನಾಡಿದರು. 1962ರಲ್ಲಿ ಪ್ರಾರಂಭವಾದ ಸಂಸ್ಥೆ ಸಾವಿರಾರು ವಿದ್ಯಾರ್ಥಿಗಳಿಗೆ ಶಿಕ್ಷಣ ನೀಡಿದೆ. ಈ ಸಂಸ್ಥೆಗಳು ಗ್ರಾಮೀಣ ಭಾಗದ ವಿದ್ಯಾರ್ಥಿಗಳಿಗೆ ಶಿಕ್ಷಣ ನೀಡುತ್ತಿದ್ದು, ದಾನಿಗಳ ಸಹಕಾರದಿಂದ ಹೆಚ್ಚಿನ ಅಭಿವೃದ್ಧಿ ಕಾರ್ಯ ನಡೆಯಬೇಕು ಎಂದರು. ಕಾರ್ಯಕ್ರಮದಲ್ಲಿ ಸಂಸ್ಥೆಯ ಅಧ್ಯಕ್ಷರು, ಕಾರ್ಯದರ್ಶಿ, ಮುಖ್ಯ ಶಿಕ್ಷಕರು, ಶಿಕ್ಷಕರು, ಪೋಷಕರು ಹಾಗೂ ವಿದ್ಯಾರ್ಥಿಗಳು ಪಾಲ್ಗೊಂಡಿದ್ದರು. [1124,1414,1505,1940]
article-school-visit [8,130,384,763]
dateline: ಭಾರತೀನಗರ [949,134,999,148]
photo-caption: ಚಿತ್ರ ಕಲಾವಿದ ಮೂಡುಬಿದಿರೆಯ ಮಹೇಶ್ ಶಿ.ಸಾಲೇಕರ್ ಅವರು ರಚಿಸಿದ ಚಿತ್ರವನ್ನು ಕೊಡುಗೆಯಾಗಿ ನೀಡಿದರು. [1222,1224,1504,1251]
article-headline: ವಾಮಾಚಾರ ಶಂಕೆ ಪೊಲೀಸರಿಗೆ ದೂರು [1233,642,1495,704]
column-divider [1215,642,1216,1400]
paragraph: ಪ್ರಶಸ್ತಿಯು ತಲಾ 10,000 ರೂ. ನಗದು, ಸ್ಮರಣಿಕೆ ಹಾಗೂ ಪ್ರಶಸ್ತಿ ಪತ್ರವನ್ನು ಒಳಗೊಂಡಿದ್ದು, ಜನವರಿ ತಿಂಗಳಲ್ಲಿ ನಡೆಯುವ ಸಮಾರಂಭದಲ್ಲಿ ಪ್ರದಾನ ಮಾಡಲಾಗುವುದು ಎಂದು ಸಂಘದ ಕಾರ್ಯದರ್ಶಿ ತಿಳಿಸಿದ್ದಾರೆ. [909,1540,1110,1626]
dateline: ಮಂಗಳೂರು [68,2062,117,2076]
team-photo [397,1479,698,1662]
painting-photo [1222,1049,1505,1221]
article-footpath-clearance: ಗ್ರಾಪಂನಿಂದ ಫುಟ್‌ಪಾತ್ ತೆರವು ಕಾರ್ಯಾಚರಣೆ ಭಾರತೀನಗರ: ಭಾರತೀನಗರ ಗ್ರಾಮ ಪಂಚಾಯಿತಿ ವತಿಯಿಂದ ಪೊಲೀಸ್ ಸಿಬ್ಬಂದಿಗಳ ಜಂಟಿ ಕಾರ್ಯಾಚರಣೆ ನಡೆಸಿ, ಭಾರತೀನಗರದ ಮದ್ದೂರು-ಮಳವಳ್ಳಿ ಮುಖ್ಯ ರಸ್ತೆಯಲ್ಲಿ ಫುಟ್‌ಪಾತ್ ಒತ್ತುವರಿ ತೆರವುಗೊಳಿಸಲಾಯಿತು. ಅಂಗಡಿಗಳನ್ನು ಹಾಕಿಕೊಂಡು ವ್ಯಾಪಾರ ಮಾಡುತ್ತಿದ್ದರಿಂದ ವಾಹನ ಸವಾರರಿಗೆ, ವಿದ್ಯಾರ್ಥಿಗಳಿಗೆ ಹಾಗೂ ಸಾರ್ವಜನಿಕರಿಗೆ ಸಂಚರಿಸಲು ತೊಂದರೆಯಾಗುತ್ತಿತ್ತು. ಈ ಹಿನ್ನೆಲೆಯಲ್ಲಿ ಗ್ರಾಮ ಪಂಚಾಯಿತಿ ಅಧ್ಯಕ್ಷರು ಹಾಗೂ ಸದಸ್ಯರ ಸೂಚನೆಯಂತೆ ಕಾರ್ಯಾಚರಣೆ ನಡೆಸಲಾಯಿತು. ಫುಟ್‌ಪಾತ್‌ನಲ್ಲಿ 6 ಅಡಿಗಳ ಅಂತರದಲ್ಲಿ ಒತ್ತುವರಿ ತೆರವುಗೊಳಿಸಲು ಗ್ರಾಮ ಪಂಚಾಯಿತಿ ವತಿಯಿಂದ ಈ ಮೊದಲೇ ಸೂಚನೆ ನೀಡಲಾಗಿತ್ತು. ಆದರೆ ಅಂಗಡಿ ಮಾಲೀಕರು ತೆರವುಗೊಳಿಸದ ಹಿನ್ನೆಲೆಯಲ್ಲಿ ಜೆಸಿಬಿ ಮೂಲಕ ತೆರವು ಕಾರ್ಯ ನಡೆಸಲಾಯಿತು ಎಂದು ಪಿಡಿಒ ತಿಳಿಸಿದರು. ಈ ಸಂದರ್ಭದಲ್ಲಿ ಗ್ರಾಪಂ ಅಧ್ಯಕ್ಷರು, ಉಪಾಧ್ಯಕ್ಷರು, ಸದಸ್ಯರು, ಪಿಡಿಒ ಹಾಗೂ ಪೊಲೀಸ್ ಸಿಬ್ಬಂದಿಗಳು ಹಾಜರಿದ್ದರು. [949,91,1505,628]
page-number: 8 [8,1,37,49]
paragraph: ಪ್ರತಿನಿತ್ಯ ಎಲ್ಲೆಂದರಲ್ಲಿ ರಾಶಿಗಟ್ಟಲೆ ಕಸ ಸುರಿದು, ಅಸ್ವಚ್ಛತೆಯ ವಾತಾವರಣ ನಿರ್ಮಾಣವಾಗಿದ್ದ ಸ್ಥಳವನ್ನು ಸಂಪೂರ್ಣ ಸ್ವಚ್ಛಗೊಳಿಸಿ, ಸುಂದರವಾಗಿ ಕಾಣುವಂತೆ ಪರಿವರ್ತನೆ ಮಾಡುವ ಮೂಲಕ ಪೌರ ಕಾರ್ಮಿಕರು ಮಾದರಿ ಕೆಲಸ ಮಾಡಿದ್ದಾರೆ. [397,305,569,409]
paragraph: ಆಳ್ವಾಸ್ ಕಾಲೇಜಿನ ವಿದ್ಯಾರ್ಥಿಗಳು 2 ಚಿನ್ನ, 3 ಬೆಳ್ಳಿ, 3 ಕಂಚಿನ ಪದಕ ಗಳಿಸಿದರು. ಚಾಂಪಿಯನ್‌ಶಿಪ್‌ನಲ್ಲಿ ಸ್ಪರ್ಧಿಸಿದ ಎಲ್ಲಾ ವಿದ್ಯಾರ್ಥಿನಿಯರು ಪದಕ ಗೆದ್ದಿದ್ದು, ವಿಜೇತರನ್ನು ಆಳ್ವಾಸ್ ಶಿಕ್ಷಣ ಪ್ರತಿಷ್ಠಾನದ ಅಧ್ಯಕ್ಷ ಡಾ.ಎಂ.ಮೋಹನ ಆಳ್ವ ಅಭಿನಂದಿಸಿದ್ದಾರೆ. [397,1746,698,1814]
paragraph: ಕಾವೇರಿ ನದಿ ತೀರದಲ್ಲಿ ಒಟ್ಟುವಂತಹ ವಿಶ್ವ ವಿಖ್ಯಾತ ತಾಣಗಳು ಜಿಲ್ಲೆಯಲ್ಲಿವೆ. ಪ್ರವಾಸೋದ್ಯಮ ನೀತಿ 2024-29ರಡಿ ಮಂಡ್ಯ ಜಿಲ್ಲೆಯಲ್ಲಿ 106 ಪ್ರವಾಸಿ ತಾಣಗಳನ್ನು ಸರ್ಕಾರದಿಂದ ಅಧಿಕೃತವಾಗಿ ಗುರುತಿಸಲಾಗಿದೆ. [397,906,645,974]
night-scene-photo [1222,711,1505,866]
paragraph: ಸಮೀಪದ ಮೆಣಸಗೆರೆ ಗ್ರಾಮದ ಶ್ರೀಕಾಳಿಕಾಂಬ ವಿದ್ಯಾಸಂಸ್ಥೆ ಆಯೋಜಿಸಿದ್ದ ಶಾಲೆಯ ವಾರ್ಷಿಕೋತ್ಸವ ಕಾರ್ಯಕ್ರಮವನ್ನು ಉದ್ಘಾಟಿಸಿ ಮಾತನಾಡಿದರು. 1962ರಲ್ಲಿ ಪ್ರಾರಂಭವಾದ ಸಂಸ್ಥೆ ಸಾವಿರಾರು ವಿದ್ಯಾರ್ಥಿಗಳಿಗೆ ಶಿಕ್ಷಣ ನೀಡಿದೆ. [1124,1659,1505,1709]
paragraph: ಬಳಿಯೂರು ಗ್ರಾಮದ ಸರ್ಕಾರಿ ಪ್ರೌಢ ಶಾಲೆಗೆ ಭೇಟಿ ನೀಡಿ ಪರಿಶೀಲಿಸಿ, ಶಾಲೆಯ ಕೊಠಡಿಗಳ ದುರಸ್ತಿ ಕಾಮಗಾರಿ ಸಮರ್ಪಕವಾಗಿ ನಡೆಸುವಂತೆ ಸೂಚಿಸಿದರು. [8,587,384,619]
after-photo [666,136,929,297]
team-photo [8,957,384,1102]
article-headline: ಕಾಂತಾವರ ಕನ್ನಡ ಸಂಘದ ನಾಲ್ಕು ದತ್ತಿನಿಧಿ ಪ್ರಶಸ್ತಿಗಳ ಘೋಷಣೆ [740,1414,1082,1473]
paragraph: ನಾಗಮಂಗಲ ತಾಲೂಕಿನ ಮೀಸಲು ಅರಣ್ಯ ಪ್ರದೇಶದಲ್ಲಿ ರಕ್ತಚಂದನ ಮರಗಳನ್ನು ಕಡಿದು ಸಾಗಿಸುತ್ತಿದ್ದಾಗ ಅರಣ್ಯ ಇಲಾಖೆ ಸಿಬ್ಬಂದಿ ದಾಳಿ ನಡೆಸಿ ಆರೋಪಿಯನ್ನು ಬಂಧಿಸಿದ್ದರು. 2014ರ ಮಾರ್ಚ್ 12ರಂದು ನಡೆದಿದ್ದ ಈ ಪ್ರಕರಣದ ವಿಚಾರಣೆ ನಡೆಸಿದ ನ್ಯಾಯಾಲಯ ಆರೋಪ ಸಾಬೀತಾದ ಹಿನ್ನೆಲೆಯಲ್ಲಿ ಶಿಕ್ಷೆ ಪ್ರಕಟಿಸಿದೆ. [1251,2061,1505,2146]
section-tag: ಸುದ್ದಿ ಪಂಕ್ತಿ [8,91,107,122]
headline-highlight: ವಾದಿರಾಜ ವಾಲಗ ಮಂಡಳಿ [248,1989,713,2052]
article-birthday [8,1402,384,1669]
paragraph: ಫುಟ್‌ಪಾತ್‌ನಲ್ಲಿ 6 ಅಡಿಗಳ ಅಂತರದಲ್ಲಿ ಒತ್ತುವರಿ ತೆರವುಗೊಳಿಸಲು ಗ್ರಾಮ ಪಂಚಾಯಿತಿ ವತಿಯಿಂದ ಈ ಮೊದಲೇ ಸೂಚನೆ ನೀಡಲಾಗಿತ್ತು. ಆದರೆ ಅಂಗಡಿ ಮಾಲೀಕರು ತೆರವುಗೊಳಿಸದ ಹಿನ್ನೆಲೆಯಲ್ಲಿ ಜೆಸಿಬಿ ಮೂಲಕ ತೆರವು ಕಾರ್ಯ ನಡೆಸಲಾಯಿತು ಎಂದು ಪಿಡಿಒ ತಿಳಿಸಿದರು. [1215,300,1505,368]
side-quote-box [921,2060,1114,2323]
paragraph: ತಾಲೂಕು ಒಕ್ಕಲಿಗರ ಸಮಾಜದ ಅಧ್ಯಕ್ಷ ವೈ.ಬಿ.ಹರೀಶ್ ಗೌಡ ಅವರ 50ನೇ ವರ್ಷದ ಹುಟ್ಟು ಹಬ್ಬವನ್ನು ಅವರ ಸ್ನೇಹ ಬಳಗ ಹಾಗೂ ಅಭಿಮಾನಿಗಳು ವಿವಿಧ ಸೇವಾ ಕಾರ್ಯಕ್ರಮಗಳ ಮೂಲಕ ಸ್ನೇಹ ಬಳಗ ಆಚರಿಸಲು ಸಜ್ಜಾಗಿದೆ. [8,1495,269,1563]
paragraph: ಅಂಗಡಿಗಳನ್ನು ಹಾಕಿಕೊಂಡು ವ್ಯಾಪಾರ ಮಾಡುತ್ತಿದ್ದರಿಂದ ವಾಹನ ಸವಾರರಿಗೆ, ವಿದ್ಯಾರ್ಥಿಗಳಿಗೆ ಹಾಗೂ ಸಾರ್ವಜನಿಕರಿಗೆ ಸಂಚರಿಸಲು ತೊಂದರೆಯಾಗುತ್ತಿತ್ತು. ಈ ಹಿನ್ನೆಲೆಯಲ್ಲಿ ಗ್ರಾಮ ಪಂಚಾಯಿತಿ ಅಧ್ಯಕ್ಷರು ಹಾಗೂ ಸದಸ್ಯರ ಸೂಚನೆಯಂತೆ ಕಾರ್ಯಾಚರಣೆ ನಡೆಸಲಾಯಿತು. [949,211,1206,297]
paragraph: ಜಿಲ್ಲೆಯಲ್ಲಿ ಪ್ರವಾಸೋದ್ಯಮ ಬೆಳವಣಿಗೆಯಿಂದ ಸ್ಥಳೀಯರಿಗೆ ಉದ್ಯೋಗಾವಕಾಶ ಹೆಚ್ಚಲಿದ್ದು, ಆರ್ಥಿಕ ಚಟುವಟಿಕೆಗಳಿಗೆ ಉತ್ತೇಜನ ದೊರೆಯಲಿದೆ ಎಂದು ಜಿಲ್ಲಾಧಿಕಾರಿ ತಿಳಿಸಿದರು. [932,1034,1209,1085]
